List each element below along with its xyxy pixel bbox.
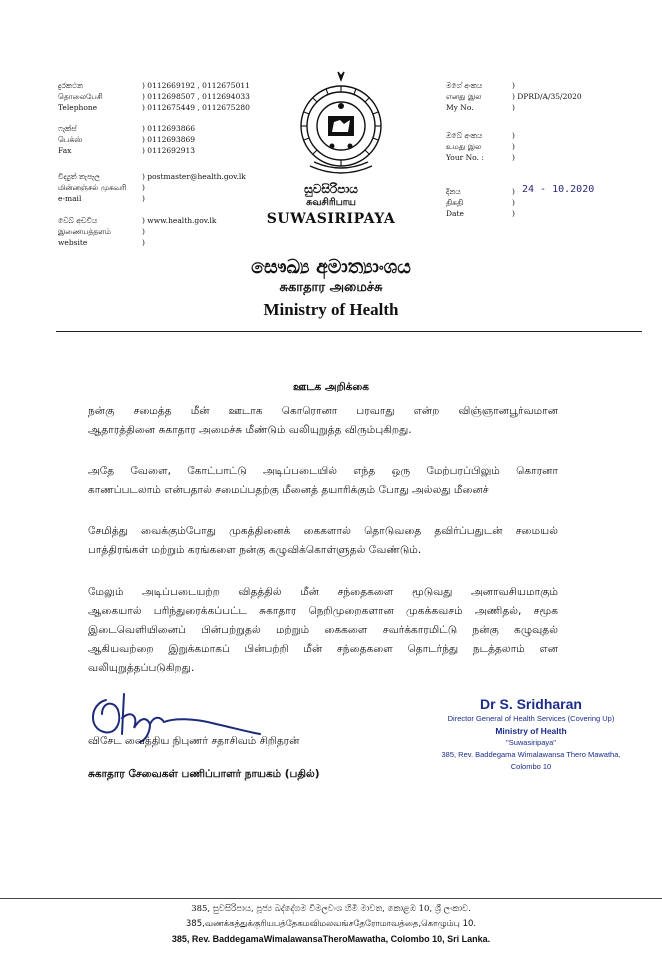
- your-no-value-2: ): [512, 142, 515, 151]
- fax-label-en: Fax: [58, 146, 72, 155]
- paragraph-line: வலியுறுத்தப்படுகிறது.: [88, 662, 195, 674]
- footer-address: [0, 902, 662, 947]
- handwritten-date: 24 - 10.2020: [522, 184, 595, 195]
- paragraph-3: [88, 522, 558, 560]
- signatory-line-2: சுகாதார சேவைகள் பணிப்பாளர் நாயகம் (பதில்): [88, 768, 320, 780]
- paragraph-line: ஆகியவற்றை இறுக்கமாகப் பின்பற்றி மீன் சந்தைகளை தொடர்ந்து நடத்தலாம் என: [88, 643, 558, 655]
- website-value-2: ): [142, 227, 145, 236]
- header-divider: [56, 331, 642, 332]
- my-no-label-en: My No.: [446, 103, 474, 112]
- paragraph-line: ஆதாரத்தினை சுகாதார அமைச்சு மீண்டும் வலியுறுத்த விரும்புகிறது.: [88, 424, 412, 436]
- my-no-value-3: ): [512, 103, 515, 112]
- my-no-label-ta: எனது இல: [446, 92, 482, 101]
- emblem-name-si: සුවසිරිපාය: [304, 182, 358, 196]
- website-label-ta: இணையத்தளம்: [58, 227, 111, 236]
- website-label-en: website: [58, 238, 88, 247]
- my-no-label-si: මගේ අංකය: [446, 81, 483, 90]
- website-value-1: ) www.health.gov.lk: [142, 216, 217, 225]
- email-label-si: විද්‍යුත් තැපෑල: [58, 172, 100, 181]
- my-no-value-1: ): [512, 81, 515, 90]
- your-no-label-ta: உமது இல: [446, 142, 482, 151]
- email-label-en: e-mail: [58, 194, 82, 203]
- footer-line-si: 385, සුවසිරිපාය, පූජ්‍ය බද්දේගම විමලවංශ හිමි මාවත, කොළඹ 10, ශ්‍රී ලංකාව.: [191, 904, 471, 914]
- ministry-name-si: සෞඛ්‍ය අමාත්‍යාංශය: [251, 256, 411, 278]
- your-no-value-1: ): [512, 131, 515, 140]
- fax-value-1: ) 0112693866: [142, 124, 196, 133]
- fax-value-2: ) 0112693869: [142, 135, 196, 144]
- stamp-line: Director General of Health Services (Covering Up): [447, 714, 615, 723]
- your-no-label-si: ඔබේ අංකය: [446, 131, 483, 140]
- stamp-line: Ministry of Health: [495, 726, 567, 736]
- ministry-name-ta: சுகாதார அமைச்சு: [279, 280, 383, 295]
- paragraph-line: அதே வேளை, கோட்பாட்டு அடிப்படையில் எந்த ஒரு மேற்பரப்பிலும் கொரனா: [88, 465, 558, 477]
- phone-label-si: දුරකථන: [58, 81, 84, 90]
- email-label-ta: மின்னஞ்சல் முகவரி: [58, 183, 127, 192]
- footer-divider: [0, 898, 662, 899]
- official-stamp: [420, 695, 642, 773]
- date-label-si: දිනය: [446, 187, 461, 196]
- paragraph-line: பாத்திரங்கள் மற்றும் கரங்களை நன்கு கழுவிக்கொள்ளுதல் வேண்டும்.: [88, 544, 422, 556]
- date-value-2: ): [512, 198, 515, 207]
- emblem-name-en: SUWASIRIPAYA: [266, 211, 396, 227]
- phone-label-en: Telephone: [58, 103, 98, 112]
- stamp-name: Dr S. Sridharan: [480, 696, 582, 712]
- stamp-line: "Suwasiripaya": [506, 738, 556, 747]
- your-no-value-3: ): [512, 153, 515, 162]
- your-no-label-en: Your No. :: [446, 153, 484, 162]
- my-no-value-2: ) DPRD/A/35/2020: [512, 92, 582, 101]
- paragraph-line: இடைவெளியினைப் பின்பற்றுதல் மற்றும் கைகளை சவர்க்காரமிட்டு நன்கு கழுவுதல்: [88, 624, 558, 636]
- emblem-icon: [296, 70, 386, 182]
- paragraph-line: நன்கு சமைத்த மீன் ஊடாக கொரொனா பரவாது என்ற விஞ்ஞானபூர்வமான: [88, 405, 558, 417]
- stamp-line: Colombo 10: [510, 762, 552, 771]
- email-value-2: ): [142, 183, 145, 192]
- date-value-3: ): [512, 209, 515, 218]
- date-label-en: Date: [446, 209, 464, 218]
- email-value-3: ): [142, 194, 145, 203]
- paragraph-line: ஆகையால் பரிந்துரைக்கப்பட்ட சுகாதார நெறிமுறைகளான முகக்கவசம் அணிதல், சமூக: [88, 605, 558, 617]
- stamp-line: 385, Rev. Baddegama Wimalawansa Thero Mawatha,: [441, 750, 621, 759]
- emblem-name-ta: சுவசிரிபாய: [306, 197, 356, 208]
- signatory-line-1: விசேட வைத்திய நிபுணர் சதாசிவம் சிறிதரன்: [88, 735, 300, 747]
- paragraph-2: [88, 462, 558, 500]
- notice-title: ஊடக அறிக்கை: [292, 381, 370, 393]
- website-value-3: ): [142, 238, 145, 247]
- paragraph-line: சேமித்து வைக்கும்போது முகத்தினைக் கைகளால் தொடுவதை தவிர்ப்பதுடன் சமையல்: [88, 525, 558, 537]
- website-label-si: වෙබ් අඩවිය: [58, 216, 98, 225]
- date-value-1: ): [512, 187, 515, 196]
- fax-label-si: ෆැක්ස්: [58, 124, 77, 133]
- phone-label-ta: தொலைபேசி: [58, 92, 103, 101]
- national-emblem: [296, 70, 386, 182]
- fax-value-3: ) 0112692913: [142, 146, 196, 155]
- ministry-name-en: Ministry of Health: [263, 300, 399, 319]
- footer-line-ta: 385,வணக்கத்துக்குரியபத்தேகமவிமலவங்சதேரோமாவத்தை,கொழும்பு 10.: [185, 919, 477, 929]
- fax-label-ta: பெக்ஸ்: [58, 135, 83, 144]
- paragraph-4: [88, 583, 558, 678]
- paragraph-1: [88, 402, 558, 440]
- reference-block: [446, 80, 646, 230]
- email-value-1: ) postmaster@health.gov.lk: [142, 172, 246, 181]
- footer-line-en: 385, Rev. BaddegamaWimalawansaTheroMawatha, Colombo 10, Sri Lanka.: [171, 934, 491, 944]
- phone-value-2: ) 0112698507 , 0112694033: [142, 92, 250, 101]
- paragraph-line: காணப்படலாம் என்பதால் சமைப்பதற்கு மீனைத் தயாரிக்கும் போது அல்லது மீனைச்: [88, 484, 489, 496]
- paragraph-line: மேலும் அடிப்படையற்ற விதத்தில் மீன் சந்தைகளை மூடுவது அனாவசியமாகும்: [88, 586, 558, 598]
- phone-value-1: ) 0112669192 , 0112675011: [142, 81, 250, 90]
- date-label-ta: திகதி: [446, 198, 464, 207]
- phone-value-3: ) 0112675449 , 0112675280: [142, 103, 250, 112]
